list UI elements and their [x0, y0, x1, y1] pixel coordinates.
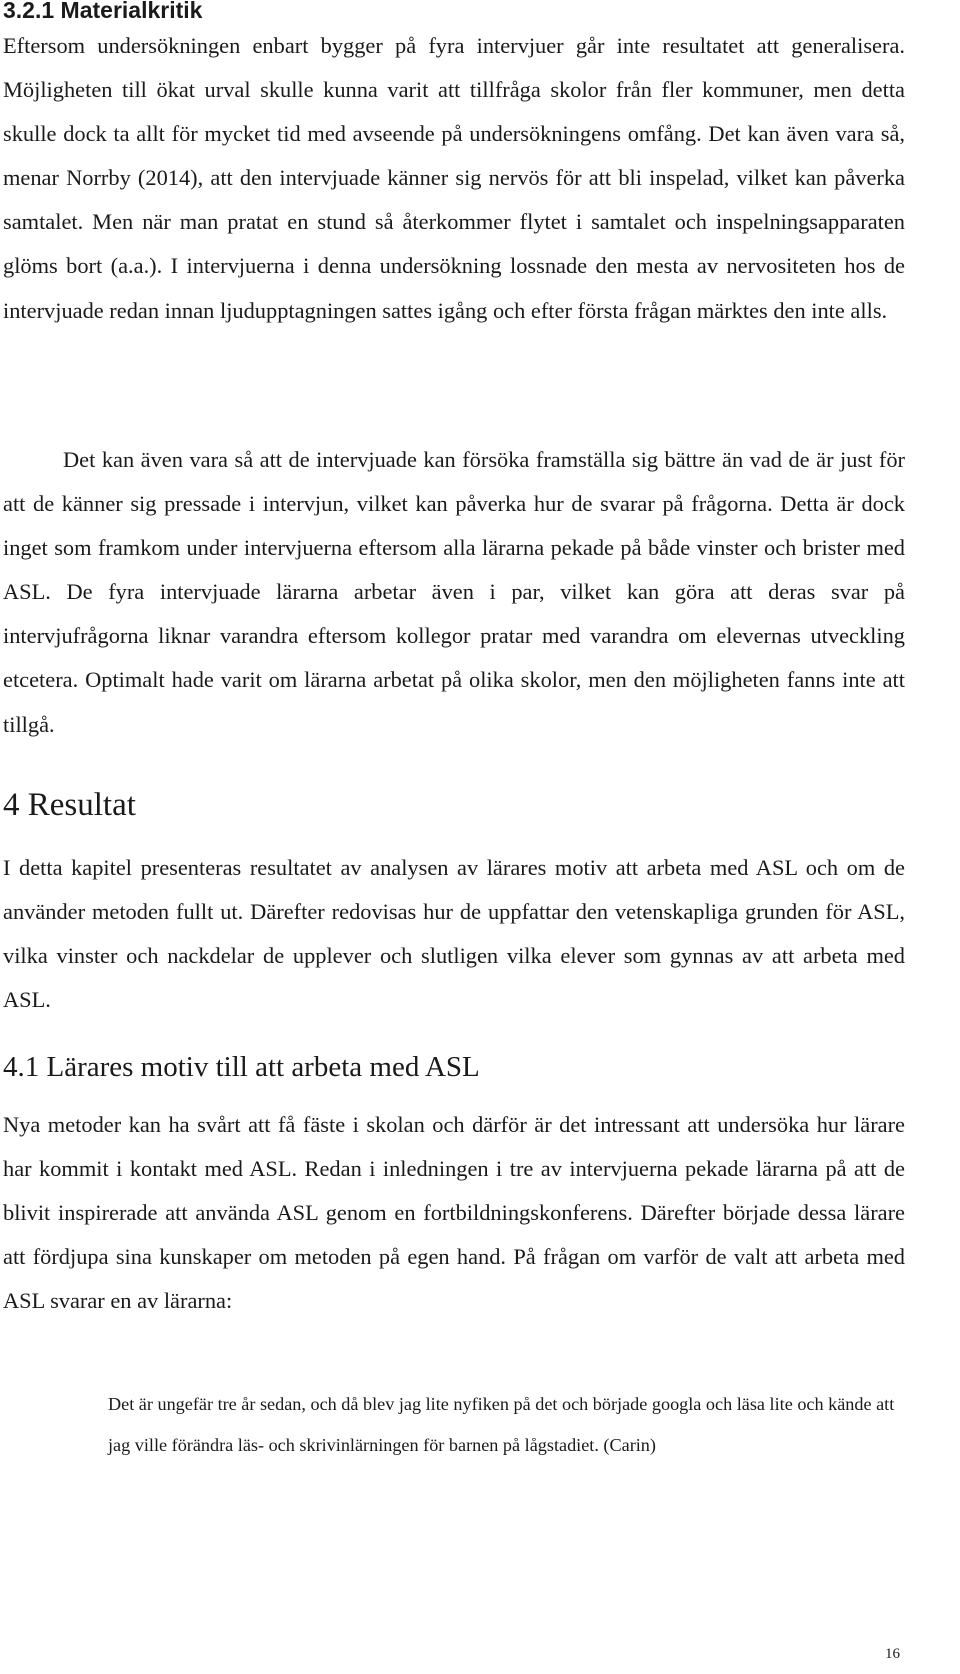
paragraph-text: Det kan även vara så att de intervjuade kan försöka framställa sig bättre än vad de är just för att de känner sig pressade i intervjun, vilket kan påverka hur de svarar på frågorna. Detta är dock inget som framkom under intervjuerna eftersom alla lärarna pekade på både vinster och brister med ASL. De fyra intervjuade lärarna arbetar även i par, vilket kan göra att deras svar på intervjufrågorna liknar varandra eftersom kollegor pratar med varandra om elevernas utveckling etcetera. Optimalt hade varit om lärarna arbetat på olika skolor, men den möjligheten fanns inte att tillgå. — [3, 447, 905, 737]
paragraph-materialkritik-1 — [3, 24, 905, 333]
paragraph-resultat-intro: I detta kapitel presenteras resultatet av analysen av lärares motiv att arbeta med ASL och om de använder metoden fullt ut. Därefter redovisas hur de uppfattar den vetenskapliga grunden för ASL, vilka vinster och nackdelar de upplever och slutligen vilka elever som gynnas av att arbeta med ASL. — [3, 855, 905, 1013]
paragraph-materialkritik-2 — [3, 438, 905, 747]
paragraph-text: Det kan även vara så, menar Norrby (2014), att den intervjuade känner sig nervös för att bli inspelad, vilket kan påverka samtalet. Men när man pratat en stund så återkommer flytet i samtalet och inspelningsapparaten glöms bort (a.a.). — [3, 121, 905, 279]
paragraph-text: I intervjuerna i denna undersökning lossnade den mesta av nervositeten hos de intervjuade redan innan ljudupptagningen sattes igång och efter första frågan märktes den inte alls. — [3, 253, 905, 323]
paragraph-text: Eftersom undersökningen enbart bygger på fyra intervjuer går inte resultatet att generalisera. Möjligheten till ökat urval skulle kunna varit att tillfråga skolor från fler kommuner, men detta skulle dock ta allt för mycket tid med avseende på undersökningens omfång. — [3, 33, 905, 147]
section-heading-lararesmotiv: 4.1 Lärares motiv till att arbeta med ASL — [3, 1051, 480, 1083]
chapter-heading-resultat: 4 Resultat — [3, 787, 136, 823]
section-heading-materialkritik: 3.2.1 Materialkritik — [3, 0, 203, 23]
page-number: 16 — [885, 1646, 900, 1662]
paragraph-lararesmotiv-1: Nya metoder kan ha svårt att få fäste i skolan och därför är det intressant att undersöka hur lärare har kommit i kontakt med ASL. Redan i inledningen i tre av intervjuerna pekade lärarna på att de blivit inspirerade att använda ASL genom en fortbildningskonferens. Därefter började dessa lärare att fördjupa sina kunskaper om metoden på egen hand. På frågan om varför de valt att arbeta med ASL svarar en av lärarna: — [3, 1112, 905, 1314]
block-quote: Det är ungefär tre år sedan, och då blev jag lite nyfiken på det och började googla och läsa lite och kände att jag ville förändra läs- och skrivinlärningen för barnen på lågstadiet. (Carin) — [108, 1394, 895, 1455]
